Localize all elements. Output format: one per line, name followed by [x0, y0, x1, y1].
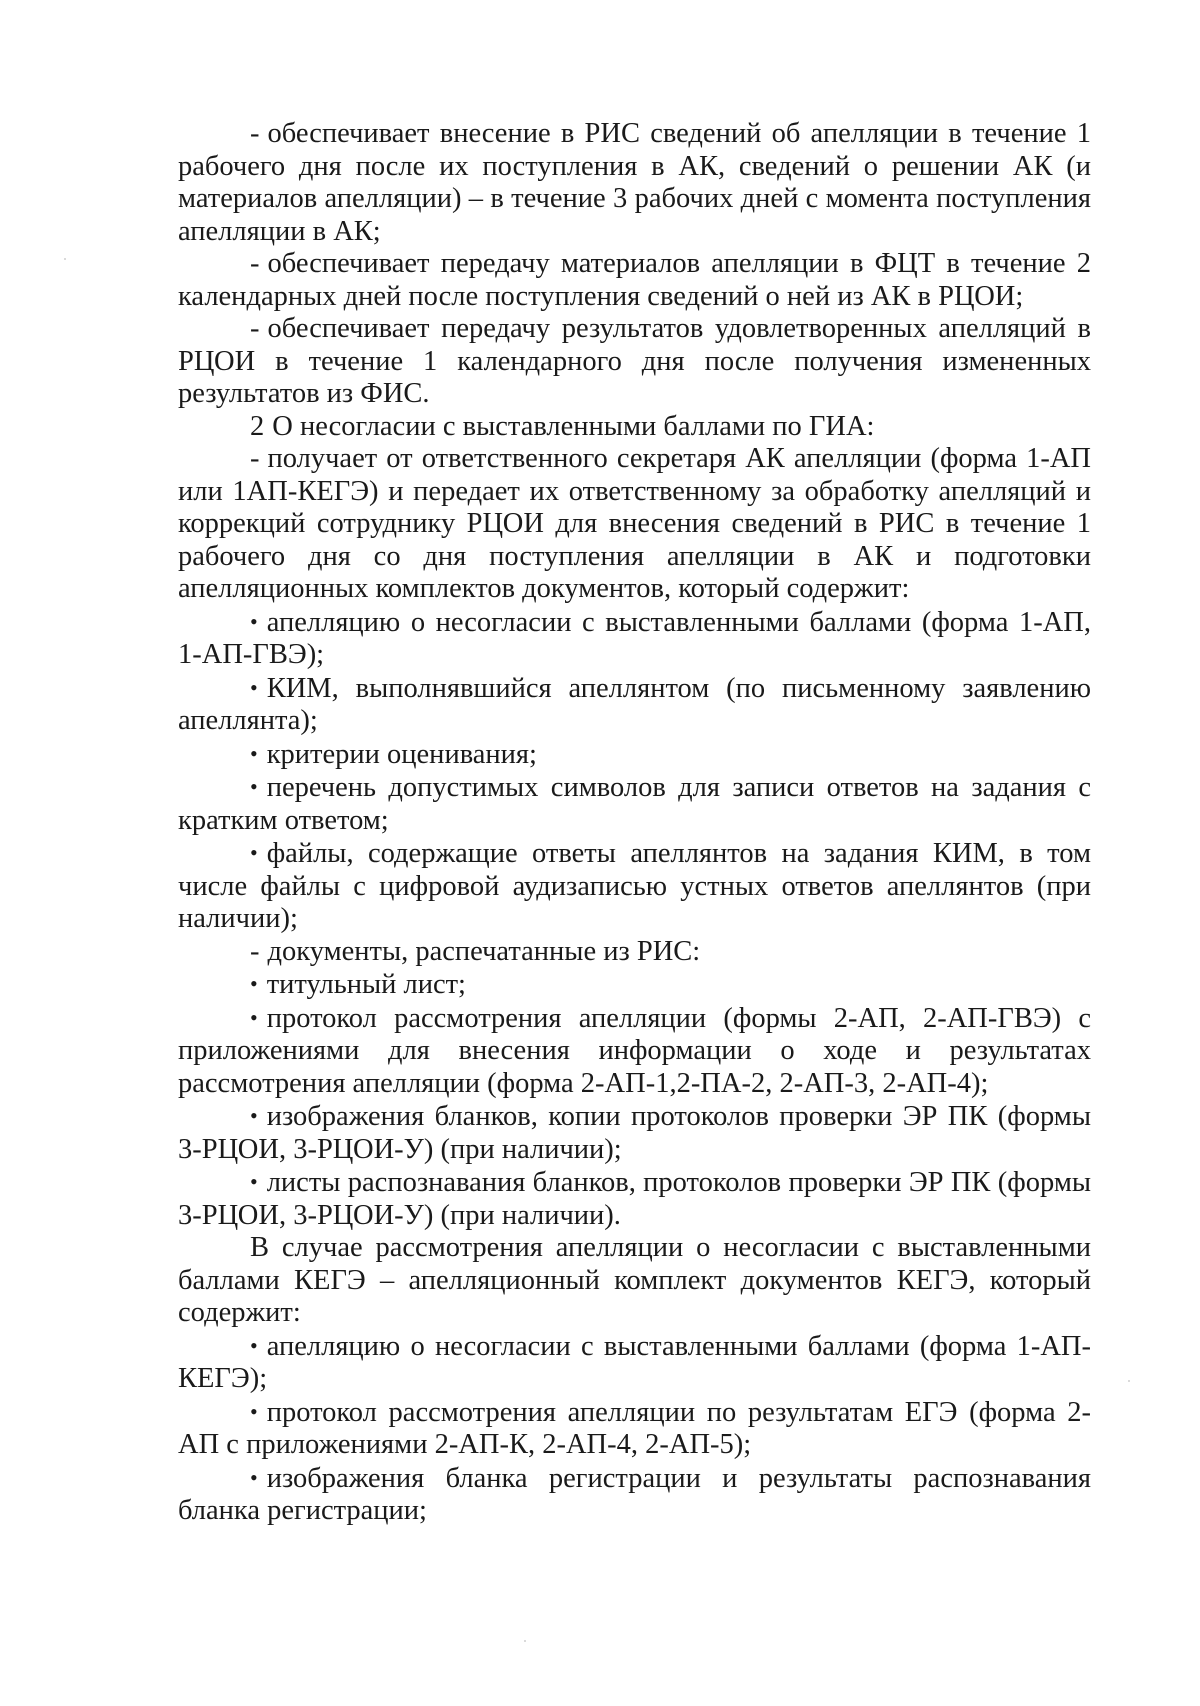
bullet-icon: • — [250, 971, 258, 996]
bullet-item — [178, 968, 1091, 1002]
bullet-item — [178, 837, 1091, 936]
bullet-item — [178, 1396, 1091, 1462]
paragraph-text: титульный лист; — [266, 969, 466, 1000]
bullet-item — [178, 738, 1091, 772]
bullet-icon: • — [250, 1398, 258, 1424]
scan-speck — [64, 258, 66, 260]
dash-marker: - — [250, 118, 260, 149]
dash-marker: - — [250, 248, 260, 279]
bullet-icon: • — [250, 608, 258, 634]
paragraph-kege-case — [178, 1232, 1091, 1330]
paragraph-text: О несогласии с выставленными баллами по ГИА: — [272, 410, 875, 442]
dash-marker: - — [250, 935, 260, 967]
bullet-item — [178, 1330, 1091, 1396]
bullet-icon: • — [250, 674, 258, 700]
paragraph-text: обеспечивает передачу результатов удовлетворенных апелляций в РЦОИ в течение 1 календарного дня после получения измененных результатов из ФИС. — [178, 313, 1091, 409]
bullet-icon: • — [250, 1464, 258, 1490]
paragraph-text: В случае рассмотрения апелляции о несогласии с выставленными баллами КЕГЭ – апелляционный комплект документов КЕГЭ, который содержит: — [178, 1232, 1091, 1328]
bullet-icon: • — [250, 1103, 258, 1128]
paragraph-text: документы, распечатанные из РИС: — [267, 935, 701, 967]
paragraph-text: изображения бланка регистрации и результаты распознавания бланка регистрации; — [178, 1462, 1091, 1526]
paragraph-fct-transfer — [178, 248, 1091, 313]
paragraph-results-transfer — [178, 313, 1091, 411]
bullet-item — [178, 771, 1091, 837]
paragraph-ris-documents — [178, 936, 1091, 969]
dash-marker: - — [250, 443, 260, 474]
paragraph-text: апелляцию о несогласии с выставленными баллами (форма 1-АП, 1-АП-ГВЭ); — [178, 606, 1091, 670]
bullet-icon: • — [250, 774, 258, 799]
bullet-icon: • — [250, 840, 258, 865]
paragraph-text: файлы, содержащие ответы апеллянтов на задания КИМ, в том числе файлы с цифровой аудизаписью устных ответов апеллянтов (при наличии); — [178, 838, 1091, 934]
bullet-item — [178, 1100, 1091, 1166]
paragraph-ris-appeal-entry — [178, 118, 1091, 248]
bullet-item — [178, 1462, 1091, 1528]
paragraph-text: критерии оценивания; — [266, 738, 537, 770]
scan-speck — [524, 1640, 526, 1642]
paragraph-text: апелляцию о несогласии с выставленными баллами (форма 1-АП-КЕГЭ); — [178, 1330, 1091, 1394]
document-page — [178, 118, 1091, 1528]
bullet-item — [178, 672, 1091, 738]
paragraph-text: изображения бланков, копии протоколов проверки ЭР ПК (формы 3-РЦОИ, 3-РЦОИ-У) (при наличии); — [178, 1101, 1091, 1165]
paragraph-text: получает от ответственного секретаря АК апелляции (форма 1-АП или 1АП-КЕГЭ) и передает их ответственному за обработку апелляций и коррекций сотруднику РЦОИ для внесения сведений в РИС в течение 1 рабочего дня со дня поступления апелляции в АК и подготовки апелляционных комплектов документов, который содержит: — [178, 443, 1091, 604]
bullet-item — [178, 1002, 1091, 1101]
paragraph-text: протокол рассмотрения апелляции (формы 2-АП, 2-АП-ГВЭ) с приложениями для внесения информации о ходе и результатах рассмотрения апелляции (форма 2-АП-1,2-ПА-2, 2-АП-3, 2-АП-4); — [178, 1002, 1091, 1099]
paragraph-text: протокол рассмотрения апелляции по результатам ЕГЭ (форма 2-АП с приложениями 2-АП-К, 2-АП-4, 2-АП-5); — [178, 1396, 1091, 1460]
section-number: 2 — [250, 410, 265, 442]
section-heading-disagreement — [178, 411, 1091, 444]
paragraph-text: обеспечивает внесение в РИС сведений об апелляции в течение 1 рабочего дня после их поступления в АК, сведений о решении АК (и материалов апелляции) – в течение 3 рабочих дней с момента поступления апелляции в АК; — [178, 118, 1091, 247]
paragraph-text: перечень допустимых символов для записи ответов на задания с кратким ответом; — [178, 772, 1091, 836]
paragraph-text: листы распознавания бланков, протоколов проверки ЭР ПК (формы 3-РЦОИ, 3-РЦОИ-У) (при наличии). — [178, 1167, 1091, 1231]
dash-marker: - — [250, 313, 260, 344]
paragraph-text: КИМ, выполнявшийся апеллянтом (по письменному заявлению апеллянта); — [178, 672, 1091, 736]
bullet-item — [178, 1166, 1091, 1232]
bullet-icon: • — [250, 1004, 258, 1030]
bullet-item — [178, 606, 1091, 672]
bullet-icon: • — [250, 1332, 258, 1358]
scan-speck — [1128, 1380, 1130, 1382]
bullet-icon: • — [250, 1169, 258, 1194]
paragraph-text: обеспечивает передачу материалов апелляции в ФЦТ в течение 2 календарных дней после поступления сведений о ней из АК в РЦОИ; — [178, 248, 1091, 312]
bullet-icon: • — [250, 740, 258, 766]
paragraph-receives-appeals — [178, 443, 1091, 606]
